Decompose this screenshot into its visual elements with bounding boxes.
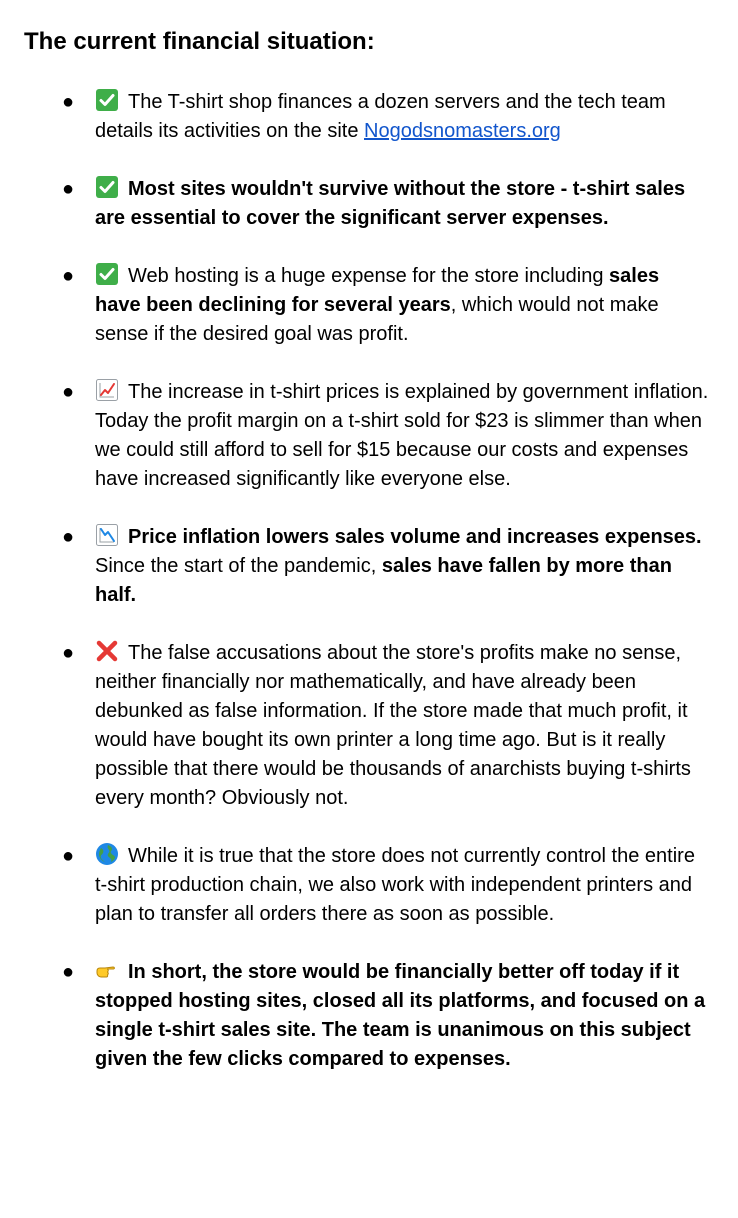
chart-increasing-icon xyxy=(95,378,119,402)
item-bold-text: sales have been declining for several years xyxy=(95,265,660,316)
nogodsnomasters-link[interactable]: Nogodsnomasters.org xyxy=(364,120,561,142)
bullet-icon: ● xyxy=(61,91,75,113)
check-mark-icon xyxy=(95,175,119,199)
item-text: , which would not make sense if the desired goal was profit. xyxy=(95,294,659,345)
list-item-price-inflation xyxy=(0,523,738,610)
list-item-server-finances xyxy=(0,88,738,146)
list-item-hosting-expense xyxy=(0,262,738,349)
cross-mark-icon xyxy=(95,639,119,663)
bullet-icon: ● xyxy=(61,845,75,867)
item-text: The T-shirt shop finances a dozen servers and the tech team details its activities on the site xyxy=(95,91,666,142)
item-text: While it is true that the store does not currently control the entire t-shirt production chain, we also work with independent printers and plan to transfer all orders there as soon as possible. xyxy=(95,845,695,925)
item-text: Web hosting is a huge expense for the store including xyxy=(128,265,610,287)
bullet-icon: ● xyxy=(61,178,75,200)
list-item-in-short xyxy=(0,958,738,1074)
list-item-store-essential xyxy=(0,175,738,233)
item-bold-text: sales have fallen by more than half. xyxy=(95,555,672,606)
pointing-hand-icon xyxy=(95,958,119,982)
item-bold-text: Most sites wouldn't survive without the store - t-shirt sales are essential to cover the significant server expenses. xyxy=(95,178,686,229)
list-item-price-increase xyxy=(0,378,738,494)
item-bold-text: Price inflation lowers sales volume and increases expenses. xyxy=(128,526,702,548)
item-text: The increase in t-shirt prices is explained by government inflation. Today the profit margin on a t-shirt sold for $23 is slimmer than when we could still afford to sell for $15 because our costs and expenses have increased significantly like everyone else. xyxy=(95,381,709,490)
check-mark-icon xyxy=(95,262,119,286)
bullet-icon: ● xyxy=(61,381,75,403)
list-item-false-accusations xyxy=(0,639,738,813)
page-title: The current financial situation: xyxy=(24,28,375,55)
globe-icon xyxy=(95,842,119,866)
item-bold-text: In short, the store would be financially better off today if it stopped hosting sites, closed all its platforms, and focused on a single t-shirt sales site. The team is unanimous on this subject given the few clicks compared to expenses. xyxy=(95,961,706,1070)
list-item-production-chain xyxy=(0,842,738,929)
bullet-icon: ● xyxy=(61,642,75,664)
bullet-icon: ● xyxy=(61,961,75,983)
situation-list xyxy=(0,88,738,1103)
bullet-icon: ● xyxy=(61,526,75,548)
chart-decreasing-icon xyxy=(95,523,119,547)
item-text: The false accusations about the store's profits make no sense, neither financially nor mathematically, and have already been debunked as false information. If the store made that much profit, it would have bought its own printer a long time ago. But is it really possible that there would be thousands of anarchists buying t-shirts every month? Obviously not. xyxy=(95,642,691,809)
item-text: Since the start of the pandemic, xyxy=(95,555,382,577)
bullet-icon: ● xyxy=(61,265,75,287)
check-mark-icon xyxy=(95,88,119,112)
